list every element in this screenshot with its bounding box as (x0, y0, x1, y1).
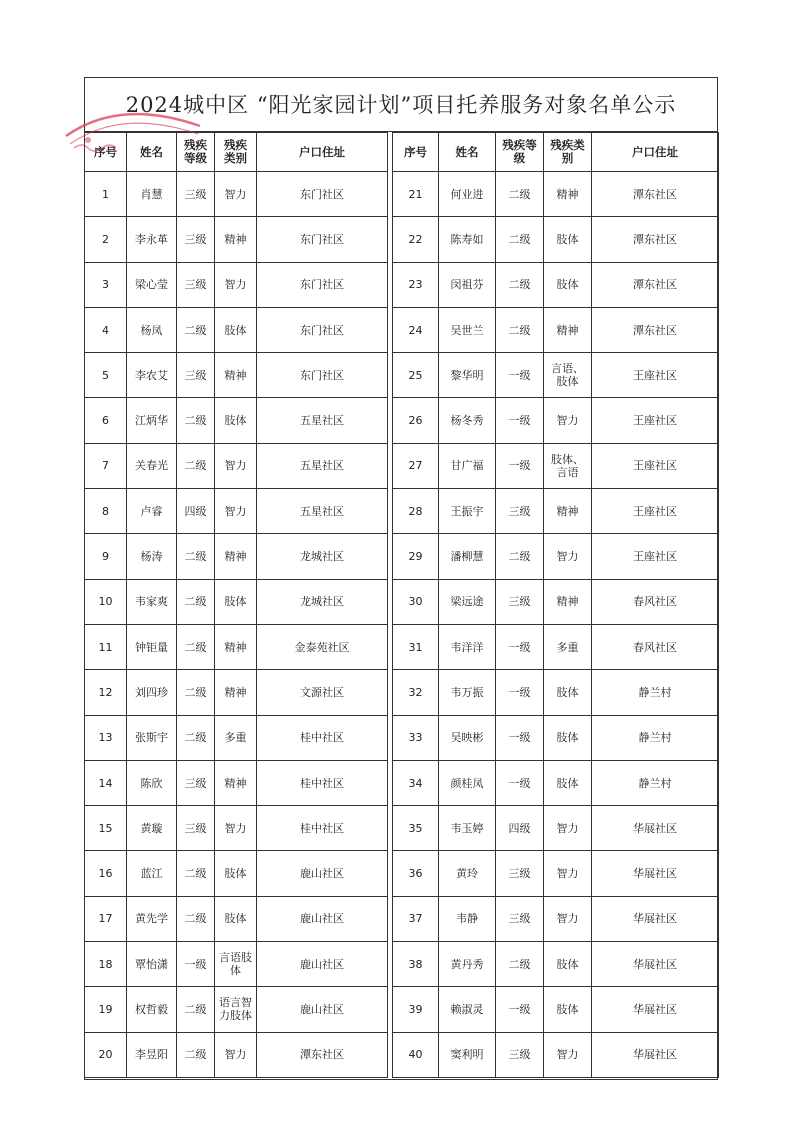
disability-level-left: 二级 (177, 670, 215, 715)
table-row (85, 489, 719, 534)
row-number-right: 34 (393, 760, 439, 805)
person-name-left: 蓝江 (127, 851, 177, 896)
disability-level-left: 三级 (177, 262, 215, 307)
person-name-right: 梁远途 (439, 579, 496, 624)
disability-type-right: 智力 (544, 534, 592, 579)
table-row (85, 851, 719, 896)
household-address-left: 桂中社区 (257, 715, 388, 760)
person-name-left: 黄先学 (127, 896, 177, 941)
household-address-right: 潭东社区 (592, 307, 719, 352)
disability-type-left: 精神 (215, 534, 257, 579)
row-number-left: 8 (85, 489, 127, 534)
table-row (85, 307, 719, 352)
disability-type-left: 智力 (215, 172, 257, 217)
person-name-left: 卢睿 (127, 489, 177, 534)
household-address-right: 华展社区 (592, 806, 719, 851)
disability-type-left: 肢体 (215, 307, 257, 352)
household-address-left: 龙城社区 (257, 579, 388, 624)
household-address-right: 王座社区 (592, 443, 719, 488)
person-name-right: 韦玉婷 (439, 806, 496, 851)
disability-level-right: 一级 (496, 715, 544, 760)
disability-type-left: 精神 (215, 353, 257, 398)
household-address-right: 华展社区 (592, 851, 719, 896)
row-number-right: 25 (393, 353, 439, 398)
household-address-right: 王座社区 (592, 398, 719, 443)
household-address-right: 华展社区 (592, 896, 719, 941)
household-address-right: 华展社区 (592, 987, 719, 1032)
row-number-left: 12 (85, 670, 127, 715)
disability-type-left: 精神 (215, 217, 257, 262)
disability-type-left: 智力 (215, 806, 257, 851)
household-address-right: 王座社区 (592, 534, 719, 579)
disability-type-left: 肢体 (215, 579, 257, 624)
disability-level-left: 二级 (177, 896, 215, 941)
disability-level-right: 一级 (496, 987, 544, 1032)
disability-type-left: 多重 (215, 715, 257, 760)
disability-type-left: 精神 (215, 670, 257, 715)
table-row (85, 987, 719, 1032)
person-name-left: 江炳华 (127, 398, 177, 443)
row-number-right: 23 (393, 262, 439, 307)
disability-level-right: 二级 (496, 307, 544, 352)
person-name-left: 肖慧 (127, 172, 177, 217)
table-row (85, 579, 719, 624)
person-name-left: 李农艾 (127, 353, 177, 398)
disability-type-right: 精神 (544, 172, 592, 217)
disability-level-left: 二级 (177, 715, 215, 760)
table-row (85, 760, 719, 805)
disability-level-left: 二级 (177, 987, 215, 1032)
row-number-right: 32 (393, 670, 439, 715)
disability-type-left: 肢体 (215, 851, 257, 896)
row-number-left: 14 (85, 760, 127, 805)
person-name-right: 吴映彬 (439, 715, 496, 760)
disability-level-right: 一级 (496, 760, 544, 805)
disability-type-left: 智力 (215, 1032, 257, 1077)
disability-type-right: 精神 (544, 489, 592, 534)
disability-type-right: 多重 (544, 624, 592, 669)
person-name-left: 陈欣 (127, 760, 177, 805)
table-row (85, 1032, 719, 1077)
row-number-left: 3 (85, 262, 127, 307)
row-number-right: 27 (393, 443, 439, 488)
person-name-left: 杨涛 (127, 534, 177, 579)
row-number-left: 1 (85, 172, 127, 217)
person-name-right: 颜桂凤 (439, 760, 496, 805)
person-name-left: 李永革 (127, 217, 177, 262)
row-number-right: 21 (393, 172, 439, 217)
disability-type-right: 智力 (544, 398, 592, 443)
household-address-left: 潭东社区 (257, 1032, 388, 1077)
disability-level-right: 一级 (496, 353, 544, 398)
person-name-right: 王振宇 (439, 489, 496, 534)
row-number-right: 28 (393, 489, 439, 534)
household-address-left: 五星社区 (257, 398, 388, 443)
household-address-right: 潭东社区 (592, 172, 719, 217)
row-number-left: 17 (85, 896, 127, 941)
disability-type-left: 语言智力肢体 (215, 987, 257, 1032)
disability-level-left: 四级 (177, 489, 215, 534)
person-name-right: 黄丹秀 (439, 942, 496, 987)
row-number-left: 13 (85, 715, 127, 760)
person-name-left: 刘四珍 (127, 670, 177, 715)
disability-type-right: 肢体 (544, 715, 592, 760)
disability-level-left: 二级 (177, 443, 215, 488)
disability-type-left: 肢体 (215, 398, 257, 443)
table-row (85, 896, 719, 941)
household-address-left: 东门社区 (257, 262, 388, 307)
header-type-right: 残疾类 别 (544, 133, 592, 172)
row-number-right: 24 (393, 307, 439, 352)
header-no-right: 序号 (393, 133, 439, 172)
row-number-left: 6 (85, 398, 127, 443)
disability-level-right: 二级 (496, 262, 544, 307)
disability-level-left: 三级 (177, 217, 215, 262)
person-name-right: 韦静 (439, 896, 496, 941)
person-name-left: 关春光 (127, 443, 177, 488)
person-name-right: 潘柳慧 (439, 534, 496, 579)
household-address-left: 东门社区 (257, 353, 388, 398)
disability-type-left: 智力 (215, 443, 257, 488)
disability-type-right: 言语、肢体 (544, 353, 592, 398)
household-address-right: 静兰村 (592, 670, 719, 715)
roster-body (85, 172, 719, 1078)
header-address-left: 户口住址 (257, 133, 388, 172)
person-name-right: 韦万振 (439, 670, 496, 715)
disability-level-right: 三级 (496, 1032, 544, 1077)
disability-type-right: 智力 (544, 851, 592, 896)
household-address-left: 东门社区 (257, 307, 388, 352)
person-name-right: 甘广福 (439, 443, 496, 488)
row-number-left: 16 (85, 851, 127, 896)
disability-level-left: 三级 (177, 806, 215, 851)
disability-type-right: 智力 (544, 896, 592, 941)
person-name-right: 窦利明 (439, 1032, 496, 1077)
table-row (85, 217, 719, 262)
household-address-left: 鹿山社区 (257, 987, 388, 1032)
table-row (85, 534, 719, 579)
table-row (85, 670, 719, 715)
table-row (85, 715, 719, 760)
household-address-left: 五星社区 (257, 489, 388, 534)
household-address-left: 桂中社区 (257, 760, 388, 805)
person-name-right: 闵祖芬 (439, 262, 496, 307)
row-number-right: 26 (393, 398, 439, 443)
household-address-right: 春风社区 (592, 579, 719, 624)
disability-type-right: 肢体 (544, 670, 592, 715)
page-title: 2024城中区 “阳光家园计划”项目托养服务对象名单公示 (84, 77, 718, 132)
person-name-right: 陈寿如 (439, 217, 496, 262)
row-number-left: 4 (85, 307, 127, 352)
household-address-left: 文源社区 (257, 670, 388, 715)
roster-table (84, 132, 719, 1078)
row-number-right: 39 (393, 987, 439, 1032)
disability-level-right: 一级 (496, 443, 544, 488)
household-address-left: 金泰苑社区 (257, 624, 388, 669)
household-address-left: 鹿山社区 (257, 942, 388, 987)
row-number-right: 29 (393, 534, 439, 579)
disability-level-left: 二级 (177, 1032, 215, 1077)
disability-level-right: 一级 (496, 624, 544, 669)
disability-level-left: 二级 (177, 398, 215, 443)
disability-type-right: 肢体、言语 (544, 443, 592, 488)
row-number-right: 30 (393, 579, 439, 624)
row-number-left: 7 (85, 443, 127, 488)
row-number-left: 18 (85, 942, 127, 987)
person-name-left: 张斯宇 (127, 715, 177, 760)
header-name-right: 姓名 (439, 133, 496, 172)
table-row (85, 806, 719, 851)
disability-level-left: 二级 (177, 307, 215, 352)
person-name-left: 黄璇 (127, 806, 177, 851)
row-number-left: 19 (85, 987, 127, 1032)
disability-type-right: 肢体 (544, 987, 592, 1032)
header-level-left: 残疾 等级 (177, 133, 215, 172)
disability-type-right: 精神 (544, 579, 592, 624)
person-name-left: 韦家爽 (127, 579, 177, 624)
row-number-left: 15 (85, 806, 127, 851)
disability-type-left: 精神 (215, 760, 257, 805)
household-address-left: 鹿山社区 (257, 896, 388, 941)
household-address-right: 潭东社区 (592, 217, 719, 262)
row-number-right: 38 (393, 942, 439, 987)
person-name-right: 赖淑灵 (439, 987, 496, 1032)
disability-type-right: 智力 (544, 806, 592, 851)
disability-type-right: 肢体 (544, 942, 592, 987)
row-number-right: 36 (393, 851, 439, 896)
person-name-left: 钟钜量 (127, 624, 177, 669)
disability-type-right: 肢体 (544, 262, 592, 307)
person-name-right: 黎华明 (439, 353, 496, 398)
disability-level-right: 四级 (496, 806, 544, 851)
row-number-right: 35 (393, 806, 439, 851)
header-name-left: 姓名 (127, 133, 177, 172)
row-number-right: 31 (393, 624, 439, 669)
household-address-left: 五星社区 (257, 443, 388, 488)
disability-level-left: 二级 (177, 851, 215, 896)
disability-type-right: 智力 (544, 1032, 592, 1077)
household-address-right: 静兰村 (592, 715, 719, 760)
person-name-left: 覃怡潇 (127, 942, 177, 987)
header-row (85, 133, 719, 172)
person-name-right: 何业进 (439, 172, 496, 217)
table-row (85, 353, 719, 398)
disability-type-left: 肢体 (215, 896, 257, 941)
row-number-right: 22 (393, 217, 439, 262)
header-address-right: 户口住址 (592, 133, 719, 172)
row-number-right: 33 (393, 715, 439, 760)
disability-type-left: 智力 (215, 489, 257, 534)
person-name-right: 吴世兰 (439, 307, 496, 352)
header-no-left: 序号 (85, 133, 127, 172)
disability-level-right: 二级 (496, 217, 544, 262)
disability-type-right: 肢体 (544, 760, 592, 805)
row-number-right: 40 (393, 1032, 439, 1077)
disability-level-right: 一级 (496, 398, 544, 443)
household-address-left: 桂中社区 (257, 806, 388, 851)
person-name-left: 杨凤 (127, 307, 177, 352)
household-address-left: 东门社区 (257, 172, 388, 217)
table-row (85, 624, 719, 669)
disability-type-left: 言语肢体 (215, 942, 257, 987)
disability-level-right: 三级 (496, 489, 544, 534)
person-name-left: 梁心莹 (127, 262, 177, 307)
household-address-left: 鹿山社区 (257, 851, 388, 896)
disability-level-left: 一级 (177, 942, 215, 987)
disability-level-left: 三级 (177, 353, 215, 398)
person-name-right: 韦洋洋 (439, 624, 496, 669)
household-address-right: 华展社区 (592, 942, 719, 987)
disability-level-right: 三级 (496, 896, 544, 941)
disability-level-right: 一级 (496, 670, 544, 715)
row-number-left: 10 (85, 579, 127, 624)
header-type-left: 残疾 类别 (215, 133, 257, 172)
person-name-left: 权哲毅 (127, 987, 177, 1032)
table-row (85, 172, 719, 217)
disability-level-right: 二级 (496, 172, 544, 217)
row-number-left: 5 (85, 353, 127, 398)
disability-level-left: 三级 (177, 760, 215, 805)
household-address-right: 潭东社区 (592, 262, 719, 307)
household-address-left: 东门社区 (257, 217, 388, 262)
row-number-left: 20 (85, 1032, 127, 1077)
disability-type-right: 精神 (544, 307, 592, 352)
person-name-left: 李昱阳 (127, 1032, 177, 1077)
household-address-right: 春风社区 (592, 624, 719, 669)
row-number-right: 37 (393, 896, 439, 941)
disability-level-left: 二级 (177, 534, 215, 579)
row-number-left: 11 (85, 624, 127, 669)
disability-level-left: 二级 (177, 624, 215, 669)
disability-level-right: 三级 (496, 579, 544, 624)
table-row (85, 262, 719, 307)
disability-level-left: 二级 (177, 579, 215, 624)
header-level-right: 残疾等 级 (496, 133, 544, 172)
table-row (85, 942, 719, 987)
household-address-left: 龙城社区 (257, 534, 388, 579)
disability-type-left: 精神 (215, 624, 257, 669)
disability-type-left: 智力 (215, 262, 257, 307)
table-row (85, 398, 719, 443)
person-name-right: 杨冬秀 (439, 398, 496, 443)
disability-level-right: 二级 (496, 942, 544, 987)
disability-level-right: 三级 (496, 851, 544, 896)
household-address-right: 静兰村 (592, 760, 719, 805)
household-address-right: 王座社区 (592, 489, 719, 534)
row-number-left: 2 (85, 217, 127, 262)
disability-level-left: 三级 (177, 172, 215, 217)
disability-level-right: 二级 (496, 534, 544, 579)
disability-type-right: 肢体 (544, 217, 592, 262)
table-row (85, 443, 719, 488)
household-address-right: 华展社区 (592, 1032, 719, 1077)
household-address-right: 王座社区 (592, 353, 719, 398)
row-number-left: 9 (85, 534, 127, 579)
person-name-right: 黄玲 (439, 851, 496, 896)
